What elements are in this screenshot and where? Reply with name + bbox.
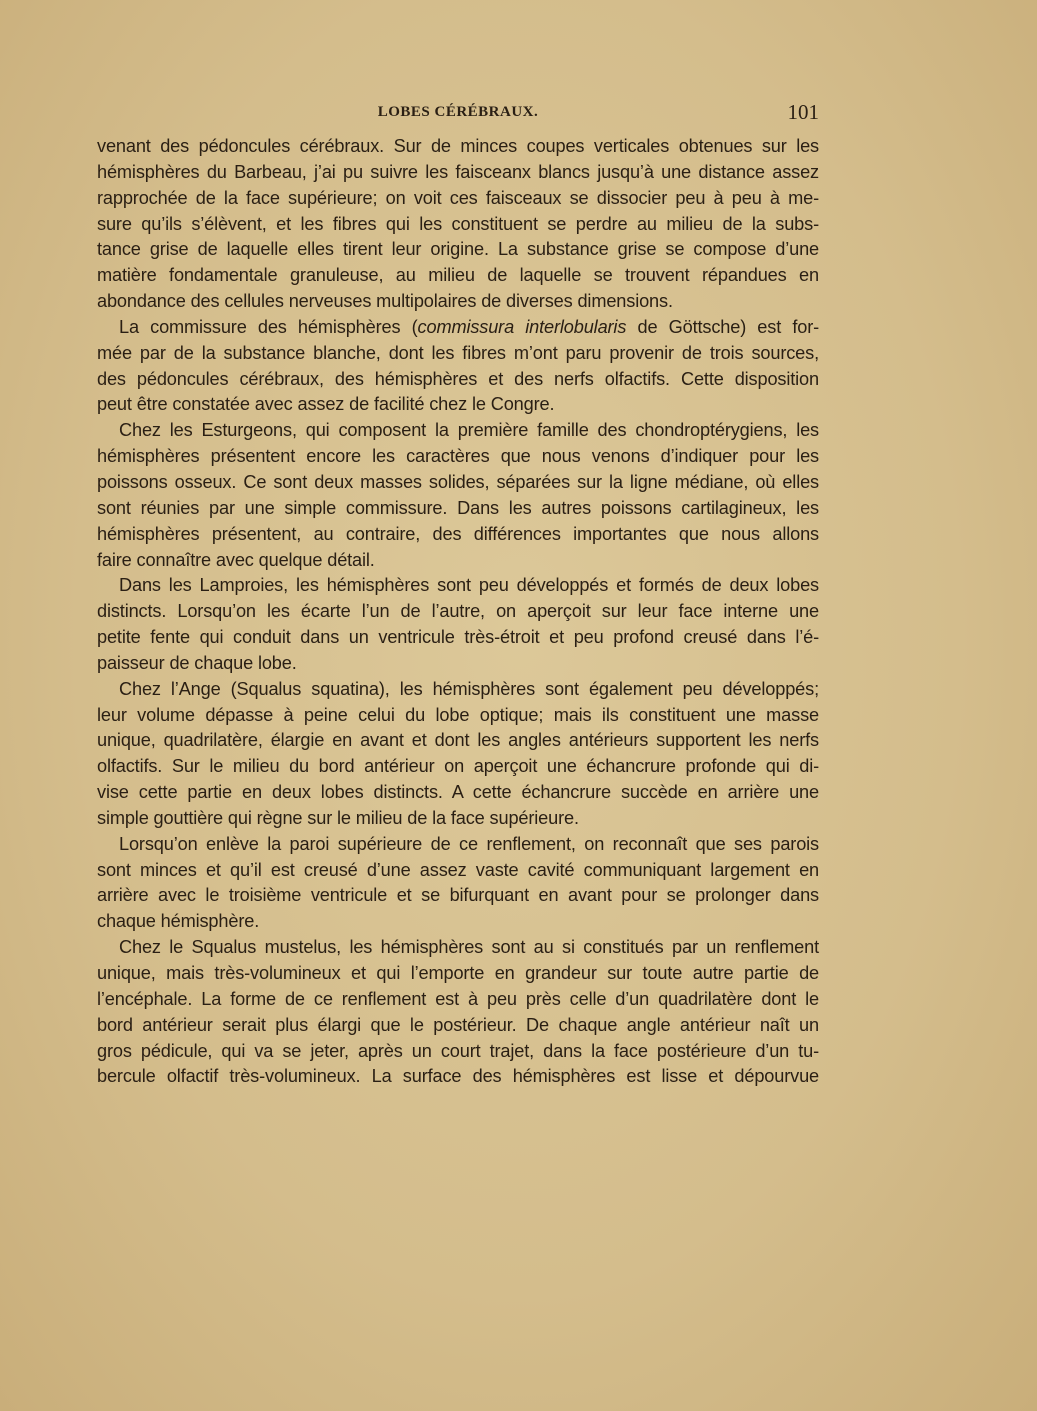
paragraph xyxy=(97,315,819,418)
text-line: venant des pédoncules cérébraux. Sur de minces coupes verticales obtenues sur les xyxy=(97,136,819,156)
paragraph xyxy=(97,832,819,935)
text-line: Dans les Lamproies, les hémisphères sont peu développés et formés de deux lobes xyxy=(119,575,819,596)
text-line: bord antérieur serait plus élargi que le postérieur. De chaque angle antérieur naît un xyxy=(97,1014,819,1035)
text-line: unique, quadrilatère, élargie en avant et dont les angles antérieurs supportent les nerfs xyxy=(97,730,819,751)
paragraph xyxy=(97,573,819,676)
text-line: chaque hémisphère. xyxy=(97,911,260,932)
text-segment: La commissure des hémisphères ( xyxy=(119,316,418,337)
text-line: mée par de la substance blanche, dont les fibres m’ont paru provenir de trois sources, xyxy=(97,342,819,363)
text-segment: de Göttsche) est for- xyxy=(626,316,820,337)
text-line: faire connaître avec quelque détail. xyxy=(97,549,375,570)
text-line: leur volume dépasse à peine celui du lobe optique; mais ils constituent une masse xyxy=(97,704,819,725)
text-line: Chez le Squalus mustelus, les hémisphères sont au si constitués par un renflement xyxy=(119,937,819,958)
text-line: paisseur de chaque lobe. xyxy=(97,652,297,673)
paragraph xyxy=(97,677,819,832)
text-line: rapprochée de la face supérieure; on voit ces faisceaux se dissocier peu à peu à me- xyxy=(97,187,819,208)
page-number: 101 xyxy=(787,100,819,124)
text-line: hémisphères présentent, au contraire, des différences importantes que nous allons xyxy=(97,523,819,544)
text-line: sont réunies par une simple commissure. Dans les autres poissons cartilagineux, les xyxy=(97,497,819,518)
text-line: olfactifs. Sur le milieu du bord antérieur on aperçoit une échancrure profonde qui di- xyxy=(97,756,819,777)
text-line xyxy=(97,315,819,341)
text-line: tance grise de laquelle elles tirent leur origine. La substance grise se compose d’une xyxy=(97,239,819,260)
text-line: sure qu’ils s’élèvent, et les fibres qui les constituent se perdre au milieu de la subs- xyxy=(97,213,819,234)
text-line: simple gouttière qui règne sur le milieu de la face supérieure. xyxy=(97,807,579,828)
italic-term: commissura interlobularis xyxy=(417,316,627,337)
text-line: poissons osseux. Ce sont deux masses solides, séparées sur la ligne médiane, où elles xyxy=(97,471,819,492)
text-line: des pédoncules cérébraux, des hémisphères et des nerfs olfactifs. Cette disposition xyxy=(97,368,819,389)
paragraph xyxy=(97,935,819,1090)
text-line: sont minces et qu’il est creusé d’une assez vaste cavité communiquant largement en xyxy=(97,859,819,880)
text-line: arrière avec le troisième ventricule et se bifurquant en avant pour se prolonger dans xyxy=(97,885,819,906)
text-line: distincts. Lorsqu’on les écarte l’un de l’autre, on aperçoit sur leur face interne une xyxy=(97,601,819,622)
text-line: gros pédicule, qui va se jeter, après un court trajet, dans la face postérieure d’un tu- xyxy=(97,1040,819,1061)
text-line: l’encéphale. La forme de ce renflement est à peu près celle d’un quadrilatère dont le xyxy=(97,988,819,1009)
text-line: vise cette partie en deux lobes distincts. A cette échancrure succède en arrière une xyxy=(97,782,819,803)
text-line: Lorsqu’on enlève la paroi supérieure de ce renflement, on reconnaît que ses parois xyxy=(119,833,819,854)
text-line: bercule olfactif très-volumineux. La surface des hémisphères est lisse et dépourvue xyxy=(97,1066,819,1087)
running-title: LOBES CÉRÉBRAUX. xyxy=(377,104,539,120)
text-line: peut être constatée avec assez de facilité chez le Congre. xyxy=(97,394,555,415)
text-line: hémisphères présentent encore les caractères que nous venons d’indiquer pour les xyxy=(97,446,819,467)
text-line: Chez les Esturgeons, qui composent la première famille des chondroptérygiens, les xyxy=(119,420,819,441)
text-line: petite fente qui conduit dans un ventricule très-étroit et peu profond creusé dans l’é- xyxy=(97,627,819,648)
page-header xyxy=(97,100,819,128)
text-line: abondance des cellules nerveuses multipolaires de diverses dimensions. xyxy=(97,291,673,312)
text-line: hémisphères du Barbeau, j’ai pu suivre les faisceanx blancs jusqu’à une distance assez xyxy=(97,161,819,182)
text-line: unique, mais très-volumineux et qui l’emporte en grandeur sur toute autre partie de xyxy=(97,963,819,983)
paragraph xyxy=(97,134,819,315)
text-line: Chez l’Ange (Squalus squatina), les hémisphères sont également peu développés; xyxy=(119,678,819,699)
paragraph xyxy=(97,418,819,573)
body-text xyxy=(97,134,819,1090)
text-line: matière fondamentale granuleuse, au milieu de laquelle se trouvent répandues en xyxy=(97,265,819,286)
